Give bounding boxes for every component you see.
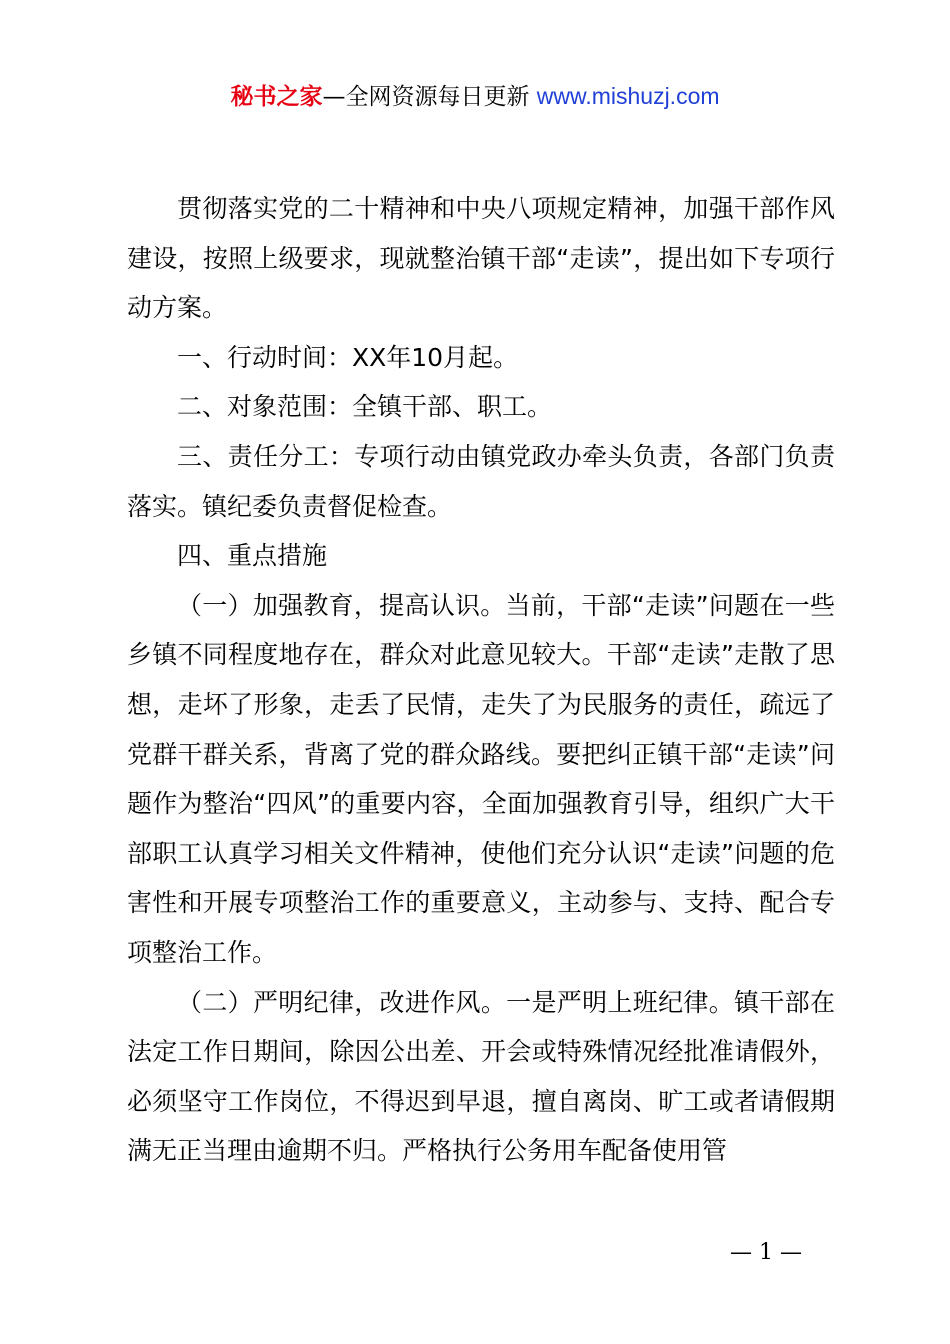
measure-discipline: （二）严明纪律，改进作风。一是严明上班纪律。镇干部在法定工作日期间，除因公出差、开会或特殊情况经批准请假外，必须坚守工作岗位，不得迟到早退，擅自离岗、旷工或者请假期满无正当理由逾期不归。严格执行公务用车配备使用管	[127, 987, 835, 1166]
section-time: 一、行动时间：XX年10月起。	[177, 342, 519, 372]
measure-education: （一）加强教育，提高认识。当前，干部“走读”问题在一些乡镇不同程度地存在，群众对此意见较大。干部“走读”走散了思想，走坏了形象，走丢了民情，走失了为民服务的责任，疏远了党群干群关系，背离了党的群众路线。要把纠正镇干部“走读”问题作为整治“四风”的重要内容，全面加强教育引导，组织广大干部职工认真学习相关文件精神，使他们充分认识“走读”问题的危害性和开展专项整治工作的重要意义，主动参与、支持、配合专项整治工作。	[127, 590, 835, 967]
section-measures-heading: 四、重点措施	[177, 541, 328, 571]
header-tagline: —全网资源每日更新	[322, 84, 530, 110]
section-scope: 二、对象范围：全镇干部、职工。	[177, 392, 553, 422]
section-responsibility: 三、责任分工：专项行动由镇党政办牵头负责，各部门负责落实。镇纪委负责督促检查。	[127, 441, 835, 521]
document-body	[127, 184, 835, 1176]
intro-paragraph: 贯彻落实党的二十精神和中央八项规定精神，加强干部作风建设，按照上级要求，现就整治镇干部“走读”，提出如下专项行动方案。	[127, 194, 835, 323]
site-url[interactable]: www.mishuzj.com	[536, 83, 720, 109]
brand-name: 秘书之家	[230, 84, 323, 110]
page-number: — 1 —	[730, 1240, 802, 1265]
site-header	[0, 80, 950, 113]
